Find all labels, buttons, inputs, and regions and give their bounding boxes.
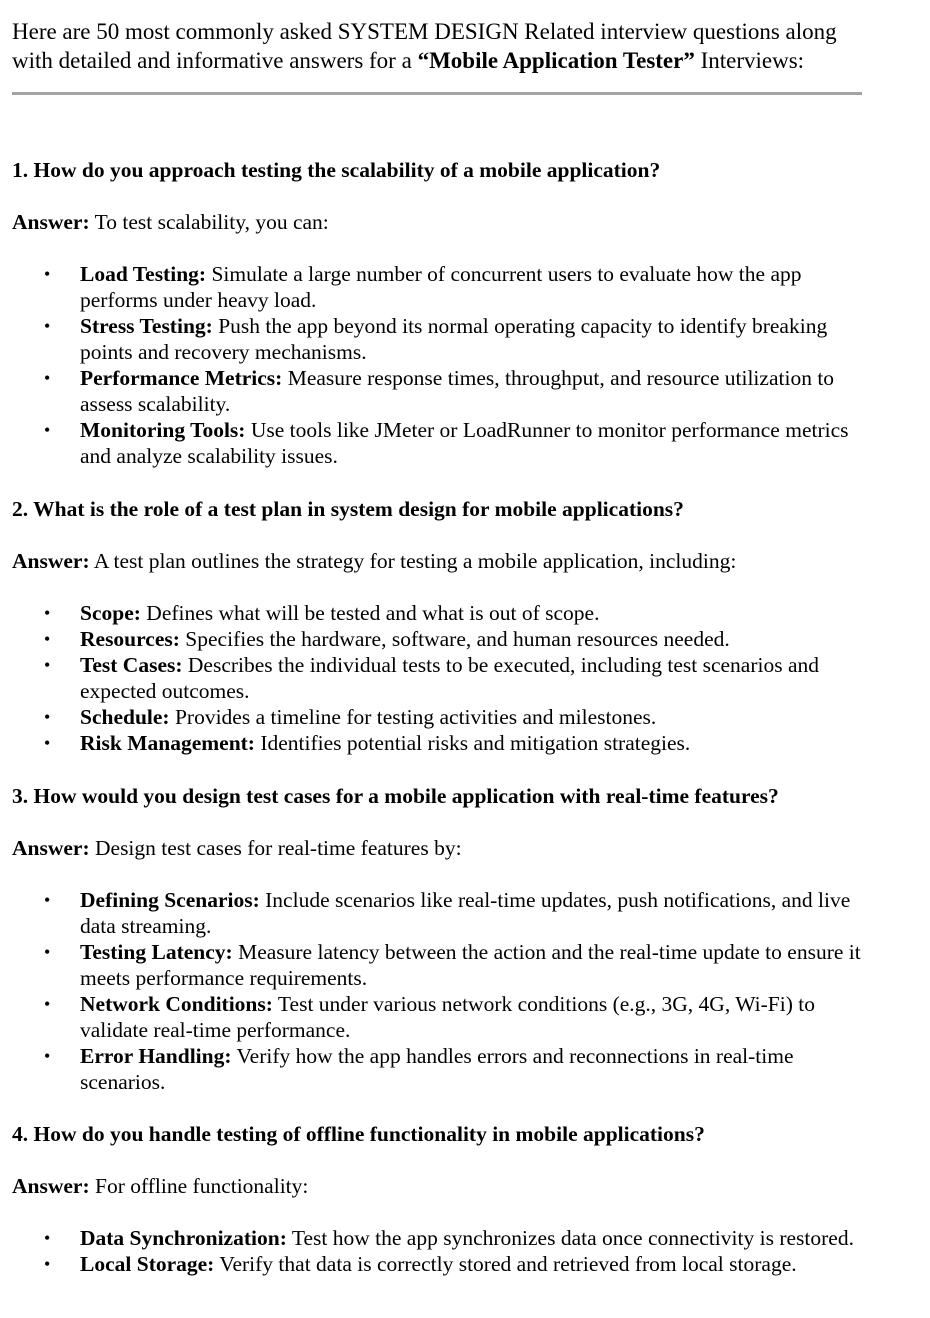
point-description: Identifies potential risks and mitigation strategies. bbox=[254, 731, 691, 755]
point-term: Data Synchronization: bbox=[80, 1226, 287, 1250]
point-description: Measure response times, throughput, and resource utilization to assess scalability. bbox=[80, 366, 835, 416]
answer-point bbox=[12, 417, 870, 469]
point-term: Network Conditions: bbox=[80, 992, 273, 1016]
answer-text: A test plan outlines the strategy for testing a mobile application, including: bbox=[89, 549, 737, 573]
point-description: Defines what will be tested and what is out of scope. bbox=[140, 601, 600, 625]
answer-point bbox=[12, 652, 870, 704]
bullet-icon: • bbox=[44, 1228, 51, 1248]
bullet-icon: • bbox=[44, 994, 51, 1014]
point-term: Resources: bbox=[80, 627, 180, 651]
answer-point bbox=[12, 1043, 870, 1095]
horizontal-divider bbox=[12, 92, 862, 95]
bullet-icon: • bbox=[44, 1046, 51, 1066]
answer-point bbox=[12, 600, 870, 626]
answer-points-list bbox=[12, 1225, 870, 1277]
question-heading: 4. How do you handle testing of offline functionality in mobile applications? bbox=[12, 1122, 705, 1146]
point-description: Simulate a large number of concurrent users to evaluate how the app performs under heavy load. bbox=[80, 262, 802, 312]
point-description: Use tools like JMeter or LoadRunner to monitor performance metrics and analyze scalability issues. bbox=[80, 418, 849, 468]
answer-points-list bbox=[12, 887, 870, 1095]
point-description: Include scenarios like real-time updates, push notifications, and live data streaming. bbox=[80, 888, 851, 938]
answer-point bbox=[12, 1225, 870, 1251]
answer-label: Answer: bbox=[12, 836, 90, 860]
bullet-icon: • bbox=[44, 733, 51, 753]
document-page bbox=[12, 17, 892, 1276]
answer-paragraph bbox=[12, 209, 870, 235]
qa-section bbox=[12, 157, 870, 469]
answer-text: To test scalability, you can: bbox=[89, 210, 329, 234]
point-term: Schedule: bbox=[80, 705, 170, 729]
answer-points-list bbox=[12, 261, 870, 469]
question-heading: 2. What is the role of a test plan in system design for mobile applications? bbox=[12, 497, 684, 521]
answer-point bbox=[12, 365, 870, 417]
point-term: Performance Metrics: bbox=[80, 366, 283, 390]
bullet-icon: • bbox=[44, 603, 51, 623]
bullet-icon: • bbox=[44, 316, 51, 336]
point-description: Specifies the hardware, software, and human resources needed. bbox=[179, 627, 730, 651]
answer-text: Design test cases for real-time features by: bbox=[89, 836, 462, 860]
bullet-icon: • bbox=[44, 629, 51, 649]
answer-point bbox=[12, 991, 870, 1043]
point-description: Test under various network conditions (e.g., 3G, 4G, Wi-Fi) to validate real-time performance. bbox=[80, 992, 815, 1042]
qa-section bbox=[12, 496, 870, 756]
point-term: Test Cases: bbox=[80, 653, 183, 677]
answer-point bbox=[12, 261, 870, 313]
bullet-icon: • bbox=[44, 1254, 51, 1274]
point-description: Test how the app synchronizes data once connectivity is restored. bbox=[286, 1226, 854, 1250]
intro-role-highlight: “Mobile Application Tester” bbox=[417, 48, 695, 73]
answer-label: Answer: bbox=[12, 1174, 90, 1198]
bullet-icon: • bbox=[44, 655, 51, 675]
point-description: Measure latency between the action and the real-time update to ensure it meets performance requirements. bbox=[80, 940, 861, 990]
point-term: Error Handling: bbox=[80, 1044, 232, 1068]
bullet-icon: • bbox=[44, 368, 51, 388]
bullet-icon: • bbox=[44, 707, 51, 727]
bullet-icon: • bbox=[44, 420, 51, 440]
point-term: Scope: bbox=[80, 601, 141, 625]
answer-points-list bbox=[12, 600, 870, 756]
answer-point bbox=[12, 704, 870, 730]
point-term: Stress Testing: bbox=[80, 314, 213, 338]
point-term: Load Testing: bbox=[80, 262, 207, 286]
answer-paragraph bbox=[12, 835, 870, 861]
point-term: Monitoring Tools: bbox=[80, 418, 246, 442]
question-heading: 3. How would you design test cases for a mobile application with real-time features? bbox=[12, 784, 779, 808]
answer-point bbox=[12, 1251, 870, 1277]
question-heading: 1. How do you approach testing the scalability of a mobile application? bbox=[12, 158, 661, 182]
answer-text: For offline functionality: bbox=[89, 1174, 309, 1198]
point-term: Local Storage: bbox=[80, 1252, 215, 1276]
answer-label: Answer: bbox=[12, 549, 90, 573]
intro-text-end: Interviews: bbox=[694, 48, 805, 73]
point-term: Testing Latency: bbox=[80, 940, 233, 964]
answer-point bbox=[12, 730, 870, 756]
answer-paragraph bbox=[12, 548, 870, 574]
answer-point bbox=[12, 939, 870, 991]
answer-point bbox=[12, 313, 870, 365]
point-term: Defining Scenarios: bbox=[80, 888, 260, 912]
point-description: Describes the individual tests to be executed, including test scenarios and expected outcomes. bbox=[80, 653, 819, 703]
answer-point bbox=[12, 626, 870, 652]
bullet-icon: • bbox=[44, 890, 51, 910]
point-description: Verify that data is correctly stored and retrieved from local storage. bbox=[214, 1252, 797, 1276]
point-description: Provides a timeline for testing activities and milestones. bbox=[169, 705, 657, 729]
answer-paragraph bbox=[12, 1173, 870, 1199]
qa-section bbox=[12, 1121, 870, 1277]
answer-label: Answer: bbox=[12, 210, 90, 234]
intro-text: Here are 50 most commonly asked SYSTEM DESIGN Related interview questions along with detailed and informative answers for a bbox=[12, 19, 837, 73]
answer-point bbox=[12, 887, 870, 939]
point-description: Push the app beyond its normal operating capacity to identify breaking points and recovery mechanisms. bbox=[80, 314, 828, 364]
point-term: Risk Management: bbox=[80, 731, 255, 755]
qa-section bbox=[12, 783, 870, 1095]
bullet-icon: • bbox=[44, 264, 51, 284]
bullet-icon: • bbox=[44, 942, 51, 962]
intro-paragraph bbox=[12, 17, 872, 75]
point-description: Verify how the app handles errors and reconnections in real-time scenarios. bbox=[80, 1044, 794, 1094]
